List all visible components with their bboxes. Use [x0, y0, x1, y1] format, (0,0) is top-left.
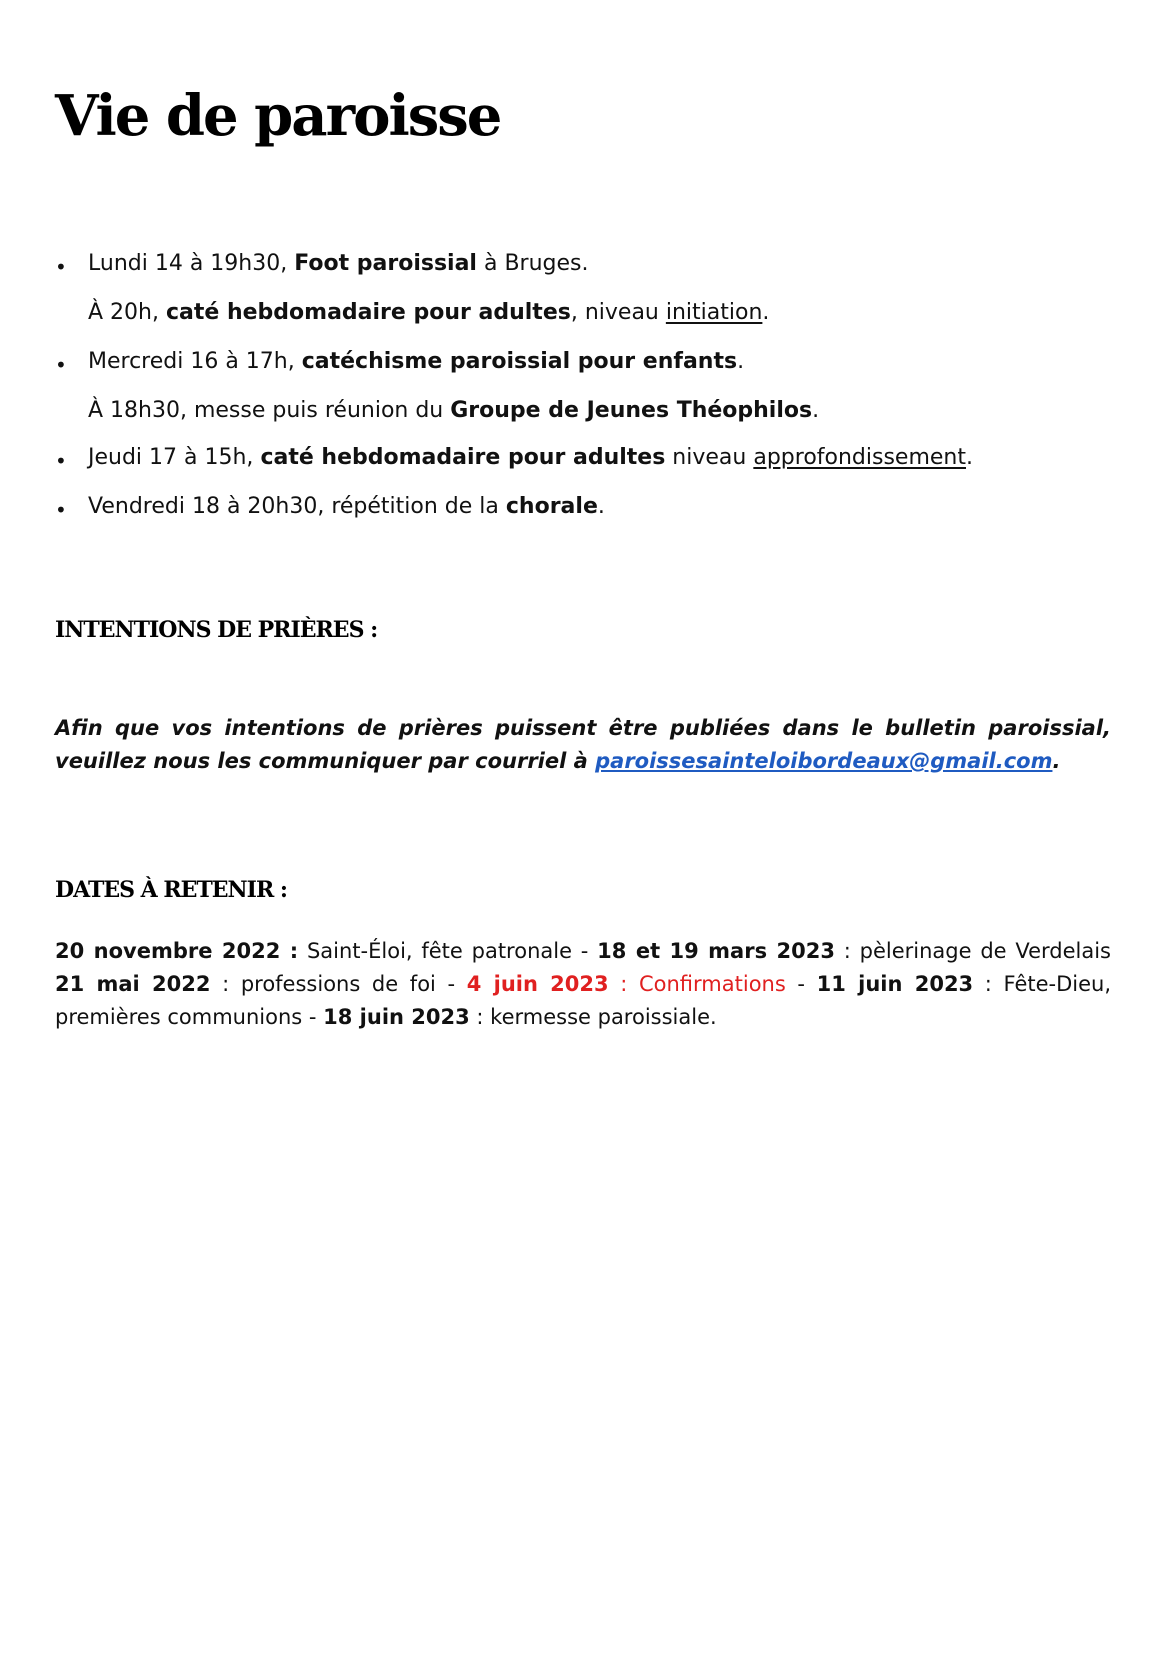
bullet-icon: •	[55, 449, 67, 473]
schedule-subitem-monday: À 20h, caté hebdomadaire pour adultes, niveau initiation.	[88, 300, 770, 325]
page-title: Vie de paroisse	[55, 83, 501, 149]
schedule-item-thursday: Jeudi 17 à 15h, caté hebdomadaire pour adultes niveau approfondissement.	[88, 445, 973, 470]
bullet-icon: •	[55, 353, 67, 377]
intentions-paragraph: Afin que vos intentions de prières puissent être publiées dans le bulletin paroissial, veuillez nous les communiquer par courriel à paroissesainteloibordeaux@gmail.com.	[55, 716, 1111, 773]
schedule-subitem-wednesday: À 18h30, messe puis réunion du Groupe de Jeunes Théophilos.	[88, 398, 820, 423]
schedule-item-monday: Lundi 14 à 19h30, Foot paroissial à Bruges.	[88, 251, 589, 276]
dates-paragraph: 20 novembre 2022 : Saint-Éloi, fête patronale - 18 et 19 mars 2023 : pèlerinage de Verdelais 21 mai 2022 : professions de foi - 4 juin 2023 : Confirmations - 11 juin 2023 : Fête-Dieu, premières communions - 18 juin 2023 : kermesse paroissiale.	[55, 939, 1112, 1029]
bullet-icon: •	[55, 255, 67, 279]
intentions-heading: INTENTIONS DE PRIÈRES :	[55, 617, 378, 643]
schedule-item-wednesday: Mercredi 16 à 17h, catéchisme paroissial pour enfants.	[88, 349, 745, 374]
bullet-icon: •	[55, 498, 67, 522]
dates-heading: DATES À RETENIR :	[55, 877, 288, 903]
schedule-item-friday: Vendredi 18 à 20h30, répétition de la chorale.	[88, 494, 605, 519]
email-link[interactable]: paroissesainteloibordeaux@gmail.com	[595, 749, 1053, 773]
